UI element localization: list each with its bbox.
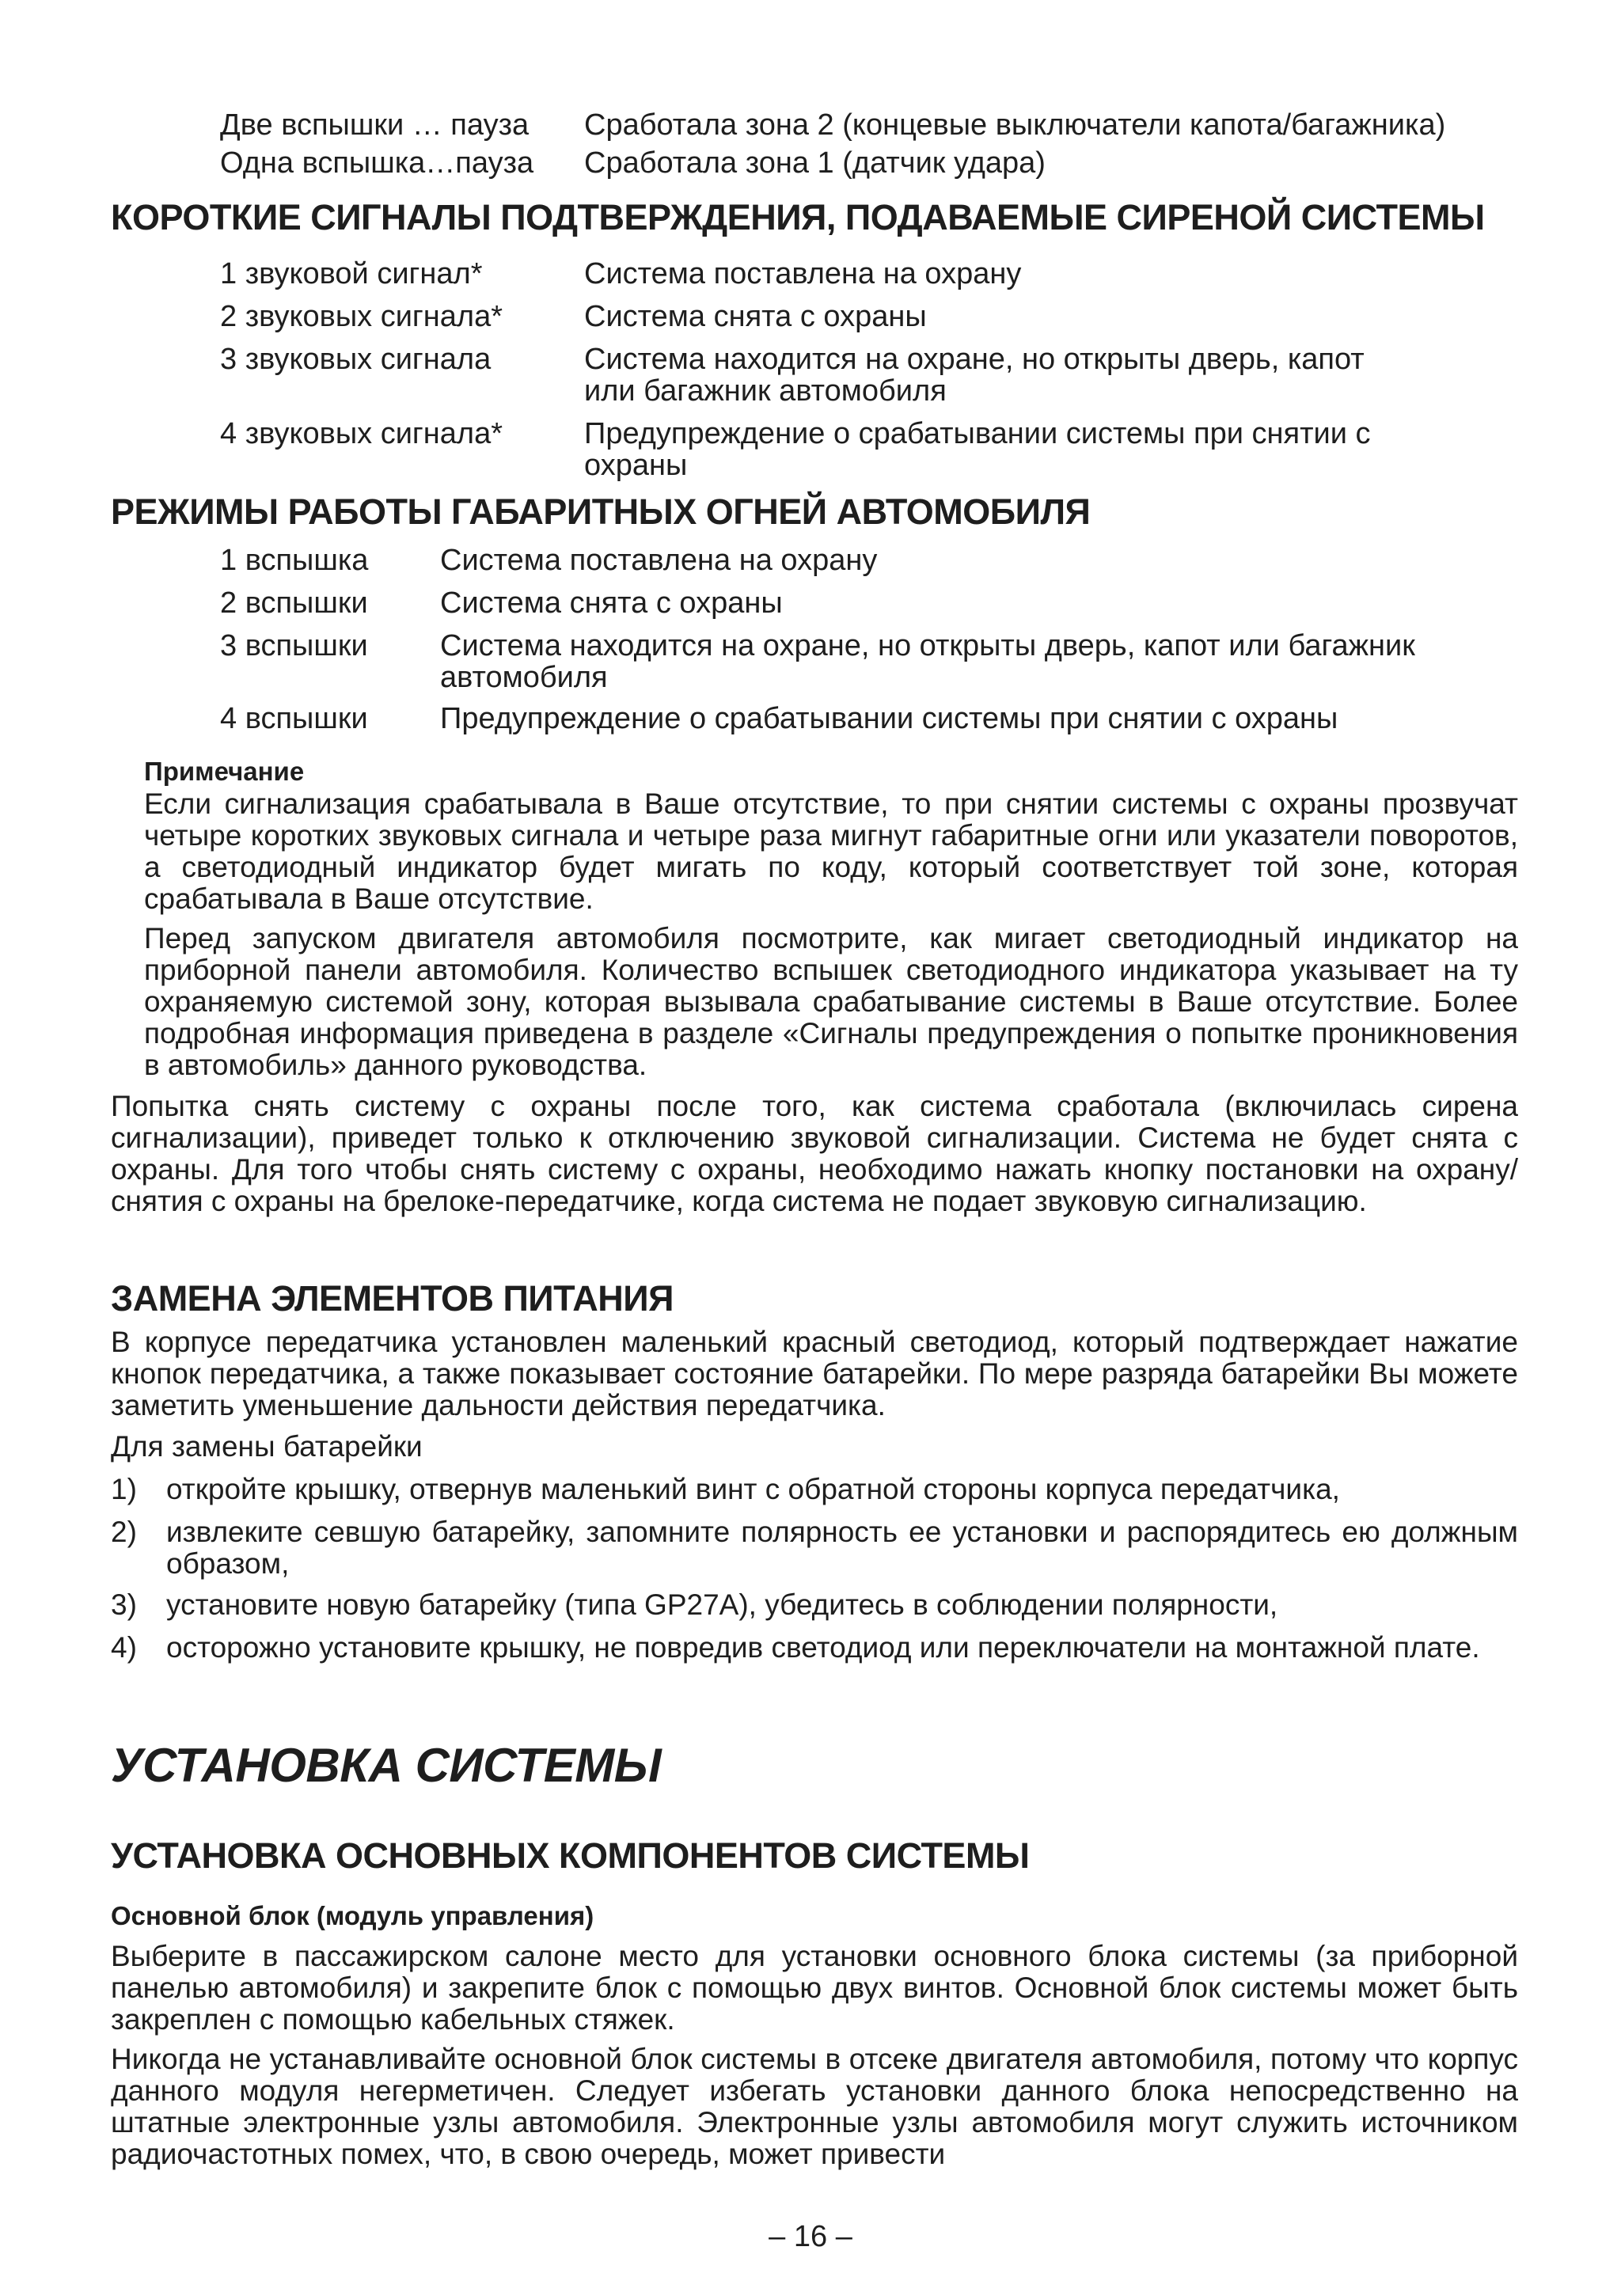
list-text: извлеките севшую батарейку, запомните полярность ее установки и распорядитесь ею должным образом,: [166, 1516, 1518, 1580]
battery-paragraph-1: В корпусе передатчика установлен маленький красный светодиод, который подтверждает нажатие кнопок передатчика, а также показывает состояние батарейки. По мере разряда батарейки Вы можете заметить уменьшение дальности действия передатчика.: [111, 1326, 1518, 1421]
row-key: 3 вспышки: [220, 629, 368, 662]
row-key: 1 звуковой сигнал*: [220, 257, 483, 290]
chapter-heading-install: УСТАНОВКА СИСТЕМЫ: [111, 1739, 662, 1792]
table-row: [220, 109, 1534, 141]
row-value: Система находится на охране, но открыты дверь, капот или багажник автомобиля: [440, 629, 1415, 694]
row-value: Система снята с охраны: [440, 586, 783, 620]
table-row: [220, 418, 1423, 481]
table-row: [220, 587, 1534, 619]
disarm-paragraph: Попытка снять систему с охраны после того, как система сработала (включилась сирена сигнализации), приведет только к отключению звуковой сигнализации. Система не будет снята с охраны. Для того чтобы снять систему с охраны, необходимо нажать кнопку постановки на охрану/снятия с охраны на брелоке-передатчике, когда система не подает звуковую сигнализацию.: [111, 1090, 1518, 1217]
list-number: 4): [111, 1631, 137, 1664]
table-row: [220, 630, 1534, 693]
page-number: – 16 –: [769, 2220, 852, 2253]
note-title: Примечание: [144, 757, 305, 786]
install-paragraph-2: Никогда не устанавливайте основной блок системы в отсеке двигателя автомобиля, потому что корпус данного модуля негерметичен. Следует избегать установки данного блока непосредственно на штатные электронные узлы автомобиля. Электронные узлы автомобиля могут служить источником радиочастотных помех, что, в свою очередь, может привести: [111, 2043, 1518, 2170]
row-value: Система поставлена на охрану: [440, 544, 878, 577]
list-number: 1): [111, 1473, 137, 1505]
table-row: [220, 703, 1534, 734]
list-item: [111, 1632, 1518, 1664]
row-key: 2 вспышки: [220, 586, 368, 620]
row-key: 4 звуковых сигнала*: [220, 417, 503, 450]
list-text: осторожно установите крышку, не повредив светодиод или переключатели на монтажной плате.: [166, 1631, 1480, 1664]
list-item: [111, 1516, 1518, 1580]
row-value: Система находится на охране, но открыты дверь, капот или багажник автомобиля: [584, 343, 1365, 408]
row-value: Система снята с охраны: [584, 300, 927, 333]
row-value: Система поставлена на охрану: [584, 257, 1022, 290]
list-number: 2): [111, 1516, 137, 1548]
row-value: Предупреждение о срабатывании системы при снятии с охраны: [440, 702, 1338, 735]
table-row: [220, 545, 1534, 576]
note-paragraph-2: Перед запуском двигателя автомобиля посмотрите, как мигает светодиодный индикатор на приборной панели автомобиля. Количество вспышек светодиодного индикатора указывает на ту охраняемую системой зону, которая вызывала срабатывание системы в Ваше отсутствие. Более подробная информация приведена в разделе «Сигналы предупреждения о попытке проникновения в автомобиль» данного руководства.: [144, 922, 1518, 1081]
row-key: 2 звуковых сигнала*: [220, 300, 503, 333]
list-text: установите новую батарейку (типа GP27A), убедитесь в соблюдении полярности,: [166, 1588, 1278, 1621]
battery-paragraph-2: Для замены батарейки: [111, 1430, 423, 1463]
row-key: 3 звуковых сигнала: [220, 343, 492, 376]
section-heading-lights: РЕЖИМЫ РАБОТЫ ГАБАРИТНЫХ ОГНЕЙ АВТОМОБИЛЯ: [111, 491, 1091, 532]
table-row: [220, 258, 1423, 290]
install-paragraph-1: Выберите в пассажирском салоне место для установки основного блока системы (за приборной панелью автомобиля) и закрепите блок с помощью двух винтов. Основной блок системы может быть закреплен с помощью кабельных стяжек.: [111, 1940, 1518, 2036]
table-row: [220, 301, 1423, 332]
section-heading-siren: КОРОТКИЕ СИГНАЛЫ ПОДТВЕРЖДЕНИЯ, ПОДАВАЕМЫЕ СИРЕНОЙ СИСТЕМЫ: [111, 197, 1485, 237]
section-heading-components: УСТАНОВКА ОСНОВНЫХ КОМПОНЕНТОВ СИСТЕМЫ: [111, 1835, 1030, 1876]
note-paragraph-1: Если сигнализация срабатывала в Ваше отсутствие, то при снятии системы с охраны прозвучат четыре коротких звуковых сигнала и четыре раза мигнут габаритные огни или указатели поворотов, а светодиодный индикатор будет мигать по коду, который соответствует той зоне, которая срабатывала в Ваше отсутствие.: [144, 787, 1518, 915]
row-value: Предупреждение о срабатывании системы при снятии с охраны: [584, 417, 1371, 482]
block-title: Основной блок (модуль управления): [111, 1901, 594, 1930]
row-key: 4 вспышки: [220, 702, 368, 735]
section-heading-battery: ЗАМЕНА ЭЛЕМЕНТОВ ПИТАНИЯ: [111, 1278, 674, 1319]
row-value: Сработала зона 2 (концевые выключатели капота/багажника): [584, 108, 1446, 142]
row-key: 1 вспышка: [220, 544, 369, 577]
table-row: [220, 147, 1534, 179]
list-text: откройте крышку, отвернув маленький винт с обратной стороны корпуса передатчика,: [166, 1473, 1340, 1505]
list-item: [111, 1589, 1518, 1621]
row-key: Одна вспышка…пауза: [220, 146, 534, 180]
list-number: 3): [111, 1588, 137, 1621]
row-key: Две вспышки … пауза: [220, 108, 530, 142]
table-row: [220, 343, 1423, 407]
list-item: [111, 1474, 1518, 1505]
row-value: Сработала зона 1 (датчик удара): [584, 146, 1046, 180]
